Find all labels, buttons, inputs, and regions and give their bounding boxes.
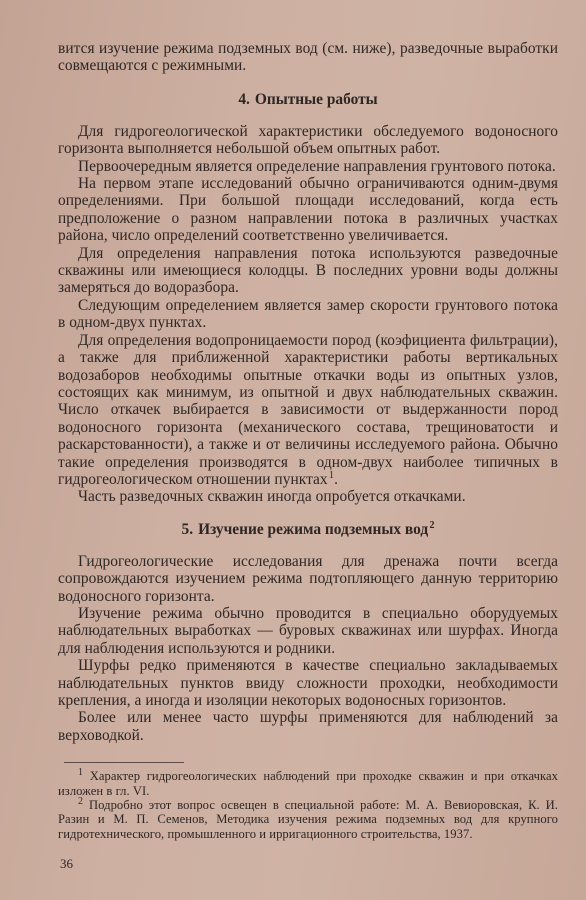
section-5-title: Изучение режима подземных вод [198, 520, 429, 538]
footnote-1-mark: 1 [78, 767, 84, 779]
paragraph: Часть разведочных скважин иногда опробуется откачками. [78, 488, 466, 506]
footnote-2-text: Подробно этот вопрос освещен в специальной работе: М. А. Вевиоровская, К. И. Разин и М. П. Семенов, Методика изучения режима подземных вод для крупного гидротехнического, промышленного и ирригационного строительства, 1937. [58, 798, 558, 841]
footnote-2-mark: 2 [78, 795, 84, 807]
paragraph-with-footnote: Для определения водопроницаемости пород (коэфициента фильтрации), а также для приближенной характеристики работы вертикальных водозаборов необходимы опытные откачки воды из опытных узлов, состоящих как минимум, из опытной и двух наблюдательных скважин. Число откачек выбирается в зависимости от выдержанности пород водоносного горизонта (механического состава, трещиноватости и раскарстованности), а также и от величины исследуемого района. Обычно такие определения производятся в одном-двух наиболее типичных в гидрогеологическом отношении пунктах $^1$. [58, 331, 558, 488]
paragraph: Изучение режима обычно проводится в специально оборудуемых наблюдательных выработках — буровых скважинах или шурфах. Иногда для наблюдения используются и родники. [58, 604, 558, 657]
paragraph: Следующим определением является замер скорости грунтового потока в одном-двух пунктах. [58, 296, 558, 332]
paragraph: Более или менее часто шурфы применяются для наблюдений за верховодкой. [58, 709, 558, 744]
intro-paragraph: вится изучение режима подземных вод (см. ниже), разведочные выработки совмещаются с режимными. [58, 40, 558, 75]
footnote-1 [58, 769, 558, 798]
footnote-ref-1: 1 [329, 469, 335, 481]
footnote-divider [64, 762, 184, 763]
paragraph: Шурфы редко применяются в качестве специально закладываемых наблюдательных пунктов ввиду сложности проходки, необходимости крепления, а иногда и изоляции некоторых водоносных горизонтов. [58, 657, 558, 709]
paragraph: Для определения направления потока используются разведочные скважины или имеющиеся колодцы. В последних уровни воды должны замеряться до водоразбора. [58, 244, 558, 297]
paragraph: На первом этапе исследований обычно ограничиваются одним-двумя определениями. При большой площади исследований, когда есть предположение о разном направлении потока в различных участках района, число определений соответственно увеличивается. [58, 175, 558, 245]
page-number: 36 [60, 856, 73, 871]
paragraph: Для гидрогеологической характеристики обследуемого водоносного горизонта выполняется небольшой объем опытных работ. [58, 122, 558, 158]
section-4-title: Опытные работы [254, 90, 378, 108]
section-5-number: 5. [181, 520, 194, 538]
footnote-2 [58, 795, 558, 841]
paragraph: Гидрогеологические исследования для дренажа почти всегда сопровождаются изучением режима подтопляющего данную территорию водоносного горизонта. [58, 552, 558, 605]
paragraph: Первоочередным является определение направления грунтового потока. [78, 157, 556, 175]
section-4-heading [58, 91, 558, 109]
footnote-ref-2: 2 [429, 519, 435, 531]
section-5-heading [58, 521, 558, 539]
paragraph-text: Для определения водопроницаемости пород (коэфициента фильтрации), а также для приближенной характеристики работы вертикальных водозаборов необходимы опытные откачки воды из опытных узлов, состоящих как минимум, из опытной и двух наблюдательных скважин. Число откачек выбирается в зависимости от выдержанности пород водоносного горизонта (механического состава, трещиноватости и раскарстованности), а также и от величины исследуемого района. Обычно такие определения производятся в одном-двух наиболее типичных в гидрогеологическом отношении пунктах [58, 331, 558, 488]
footnote-1-text: Характер гидрогеологических наблюдений при проходке скважин и при откачках изложен в гл. VI. [58, 769, 558, 798]
section-4-number: 4. [238, 90, 250, 108]
